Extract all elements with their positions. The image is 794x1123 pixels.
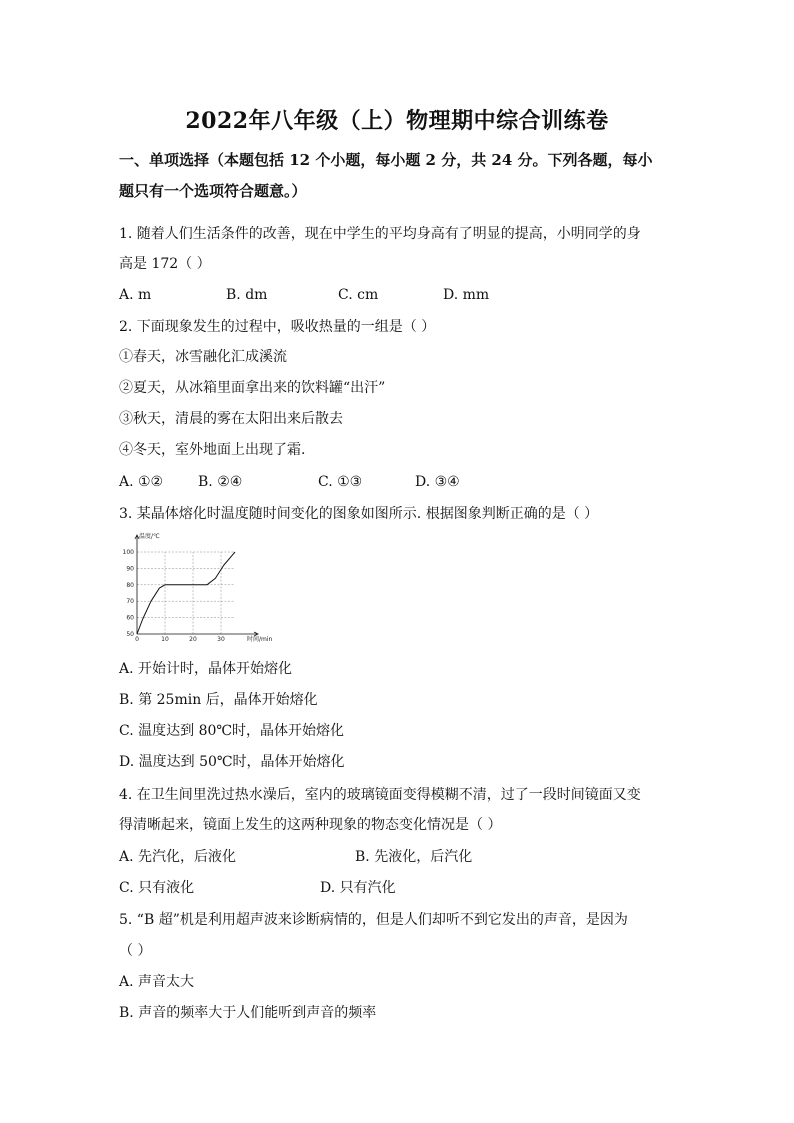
section-heading-line2: 题只有一个选项符合题意。） [119, 182, 307, 200]
y-tick-label: 70 [126, 598, 134, 606]
q3-option-b: B. 第 25min 后，晶体开始熔化 [119, 692, 318, 708]
q5-stem-line1: 5. “B 超”机是利用超声波来诊断病情的，但是人们却听不到它发出的声音，是因为 [119, 912, 628, 928]
y-tick-label: 60 [126, 614, 134, 622]
q2-option-b: B. ②④ [198, 474, 243, 490]
x-tick-label: 20 [189, 636, 197, 643]
melting-curve-chart [117, 530, 273, 645]
q4-option-b: B. 先液化，后汽化 [355, 849, 473, 865]
q4-option-c: C. 只有液化 [119, 880, 195, 896]
x-axis-label: 时间/min [247, 636, 273, 643]
q1-option-a: A. m [119, 287, 152, 303]
q2-item-1: ①春天，冰雪融化汇成溪流 [119, 349, 287, 365]
y-tick-label: 100 [122, 549, 134, 556]
q5-stem-line2: （ ） [119, 943, 152, 959]
q5-option-b: B. 声音的频率大于人们能听到声音的频率 [119, 1005, 377, 1021]
q2-item-2: ②夏天，从冰箱里面拿出来的饮料罐“出汗” [119, 380, 386, 396]
y-tick-label: 90 [126, 565, 134, 573]
q2-item-3: ③秋天，清晨的雾在太阳出来后散去 [119, 411, 343, 427]
q1-stem-line1: 1. 随着人们生活条件的改善，现在中学生的平均身高有了明显的提高，小明同学的身 [119, 226, 641, 242]
q2-option-a: A. ①② [119, 474, 164, 490]
q1-stem-line2: 高是 172（ ） [119, 256, 211, 272]
q1-option-d: D. mm [443, 287, 490, 303]
y-axis-label: 温度/℃ [139, 533, 160, 540]
q2-option-c: C. ①③ [318, 474, 363, 490]
series-line-0 [137, 552, 235, 634]
q3-option-c: C. 温度达到 80℃时，晶体开始熔化 [119, 723, 345, 739]
q4-stem-line1: 4. 在卫生间里洗过热水澡后，室内的玻璃镜面变得模糊不清，过了一段时间镜面又变 [119, 787, 641, 803]
y-tick-label: 80 [126, 581, 134, 589]
x-tick-label: 0 [135, 636, 139, 643]
q3-stem: 3. 某晶体熔化时温度随时间变化的图象如图所示. 根据图象判断正确的是（ ） [119, 506, 599, 522]
q1-option-b: B. dm [226, 287, 268, 303]
q2-item-4: ④冬天，室外地面上出现了霜. [119, 442, 306, 458]
x-tick-label: 30 [217, 636, 225, 643]
x-tick-label: 10 [161, 636, 169, 643]
page-title: 2022年八年级（上）物理期中综合训练卷 [185, 108, 609, 134]
q4-stem-line2: 得清晰起来，镜面上发生的这两种现象的物态变化情况是（ ） [119, 817, 502, 833]
section-heading-line1: 一、单项选择（本题包括 12 个小题，每小题 2 分，共 24 分。下列各题，每小 [119, 151, 653, 169]
q1-option-c: C. cm [338, 287, 379, 303]
q2-option-d: D. ③④ [415, 474, 460, 490]
q3-option-d: D. 温度达到 50℃时，晶体开始熔化 [119, 754, 345, 770]
q5-option-a: A. 声音太大 [119, 974, 195, 990]
q3-option-a: A. 开始计时，晶体开始熔化 [119, 661, 293, 677]
q4-option-d: D. 只有汽化 [320, 880, 396, 896]
q2-stem: 2. 下面现象发生的过程中，吸收热量的一组是（ ） [119, 319, 436, 335]
y-tick-label: 50 [126, 631, 134, 638]
q4-option-a: A. 先汽化，后液化 [119, 849, 237, 865]
